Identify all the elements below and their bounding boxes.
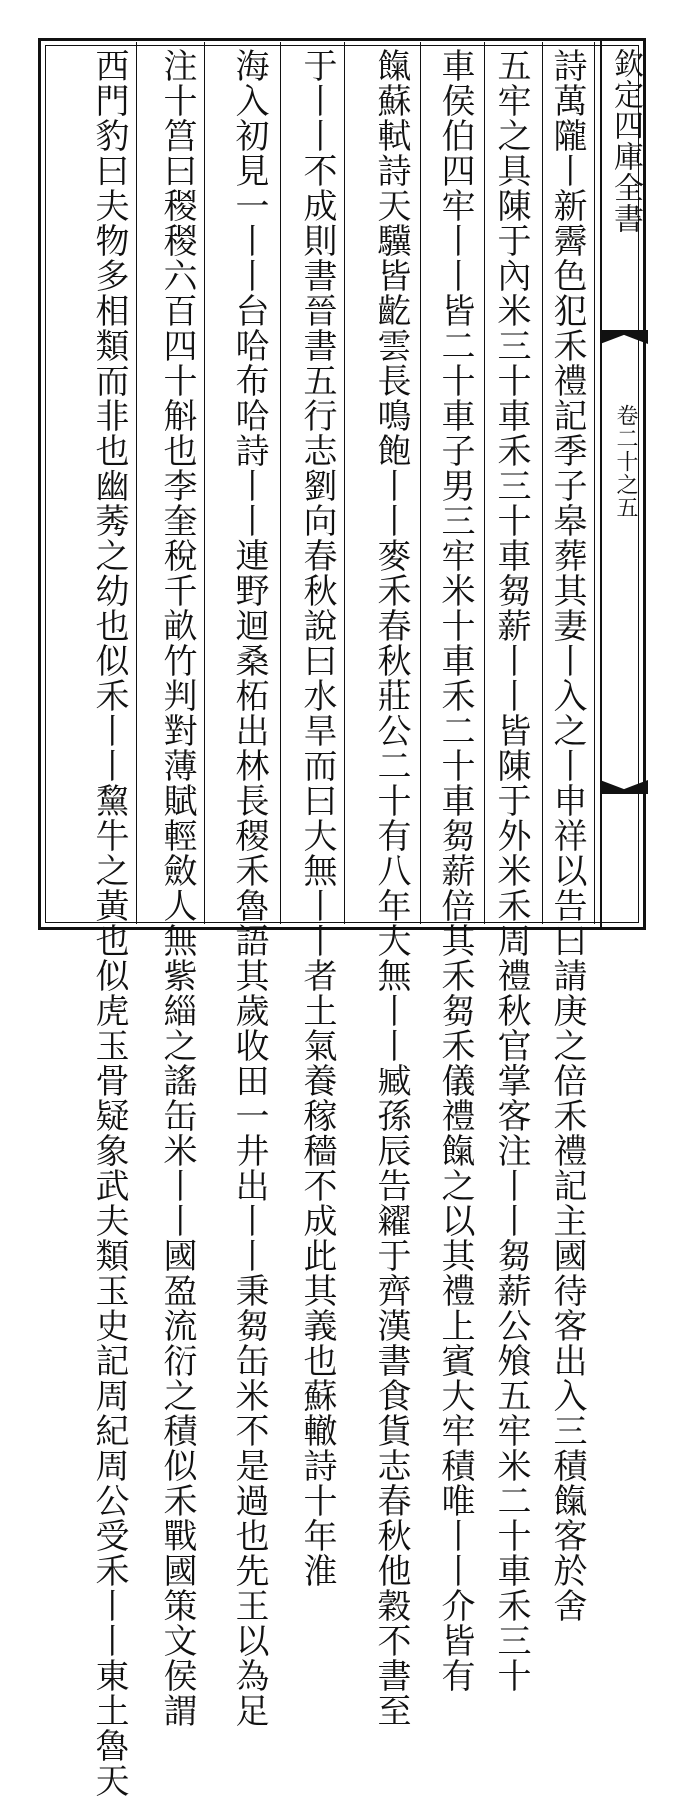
- volume-label: 卷二十之五: [613, 404, 638, 519]
- column-text: 餼蘇軾詩天驥皆齕雲長鳴飽丨丨麥禾春秋莊公二十有八年大無丨丨臧孫辰告糴于齊漢書食貨志春秋他穀不書至: [371, 48, 411, 1728]
- column-rule: [420, 42, 421, 924]
- column-text: 于丨丨不成則書晉書五行志劉向春秋說曰水旱而曰大無丨丨者土氣養稼穡不成此其義也蘇轍詩十年淮: [297, 48, 337, 1588]
- text-column-5: [296, 48, 346, 1588]
- column-text: 車侯伯四牢丨丨皆二十車子男三牢米十車禾二十車芻薪倍其禾芻禾儀禮餼之以其禮上賓大牢積唯丨丨介皆有: [435, 48, 475, 1693]
- text-column-8: [88, 48, 138, 1798]
- text-column-2: [490, 48, 540, 1693]
- column-rule: [280, 42, 281, 924]
- book-title: 欽定四庫全書: [608, 48, 643, 234]
- column-text: 西門豹曰夫物多相類而非也幽莠之幼也似禾丨丨黧牛之黃也似虎玉骨疑象武夫類玉史記周紀周公受禾丨丨東土魯天: [89, 48, 129, 1798]
- column-text: 詩萬隴丨新霽色犯禾禮記季子皋葬其妻丨入之丨申祥以告曰請庚之倍禾禮記主國待客出入三積餼客於舍: [547, 48, 587, 1623]
- text-column-6: [228, 48, 278, 1728]
- fishtail-bottom-mark: [600, 780, 648, 794]
- column-text: 五牢之具陳于內米三十車禾三十車芻薪丨丨皆陳于外米禾周禮秋官掌客注丨丨芻薪公飧五牢米二十車禾三十: [491, 48, 531, 1693]
- column-text: 注十筥曰稯稯六百四十斛也李奎稅千畝竹判對薄賦輕斂人無紫緇之謠缶米丨丨國盈流衍之積似禾戰國策文侯謂: [157, 48, 197, 1728]
- fishtail-top-mark: [600, 330, 648, 344]
- text-column-4: [370, 48, 420, 1728]
- column-rule: [542, 42, 543, 924]
- text-column-1: [546, 48, 596, 1623]
- column-rule: [484, 42, 485, 924]
- text-column-3: [434, 48, 484, 1693]
- column-text: 海入初見一丨丨台哈布哈詩丨丨連野迴桑柘出林長稷禾魯語其歲收田一井出丨丨秉芻缶米不是過也先王以為足: [229, 48, 269, 1728]
- text-column-7: [156, 48, 206, 1728]
